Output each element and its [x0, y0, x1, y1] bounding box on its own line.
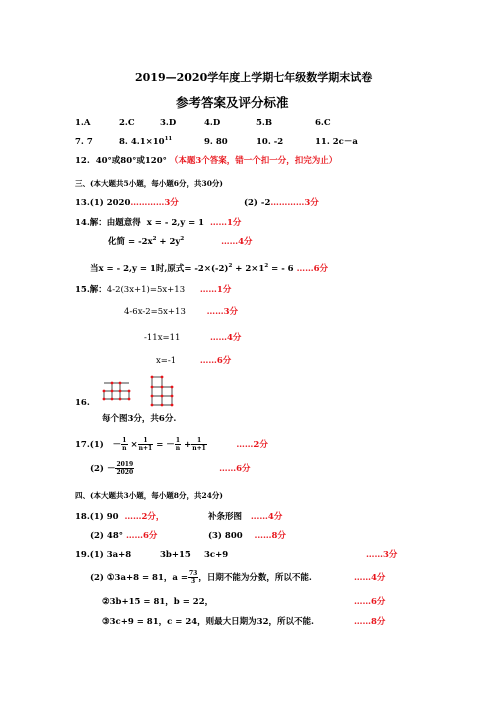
q12-note: （本题3个答案，错一个扣一分，扣完为止） [169, 156, 338, 166]
q1: 1.A [75, 118, 91, 128]
q10: 10. -2 [256, 137, 284, 147]
fraction: $\frac{1}{n+1}$ [138, 437, 153, 452]
fraction: $\frac{1}{n}$ [122, 437, 127, 452]
page-subtitle: 参考答案及评分标准 [176, 95, 289, 110]
page-title: 2019—2020学年度上学期七年级数学期末试卷 [135, 71, 373, 84]
q19-line2: (2) ①3a+8 = 81，a = $\frac{73}{3}$ ，日期不能为分数，所以不能. [90, 570, 312, 585]
q14-line1: 14.解：由题意得 x = - 2,y = 1 ……1分 [75, 218, 242, 228]
q15-line4: x=-1 ……6分 [156, 356, 232, 366]
q15-line1: 15.解：4-2(3x+1)=5x+13 ……1分 [75, 285, 232, 295]
q5: 5.B [256, 118, 273, 128]
q18-part3: (3) 800 ……8分 [208, 531, 286, 541]
q19-b: 3b+15 [160, 550, 191, 560]
q12: 12. 40°或80°或120° （本题3个答案，错一个扣一分，扣完为止） [75, 156, 338, 166]
section4-heading: 四、(本大题共3小题，每小题8分，共24分) [75, 491, 223, 500]
q16-number: 16. [75, 398, 90, 408]
q19-score2: ……4分 [354, 573, 386, 583]
q19-line1: 19.(1) 3a+8 [75, 550, 132, 560]
fraction: $\frac{2019}{2020}$ [116, 461, 134, 476]
choice-row-1 [75, 118, 90, 129]
fraction: $\frac{1}{n+1}$ [192, 437, 206, 452]
q6: 6.C [315, 118, 331, 128]
q15-line3: -11x=11 ……4分 [144, 333, 242, 343]
q8: 8. $4.1\times 10^{11}$ [119, 136, 173, 147]
q11: 11. 2c－a [315, 137, 358, 147]
q19-line4: ③3c+9 = 81，c = 24，则最大日期为32，所以不能. [102, 617, 314, 627]
q17-part2: (2) － $\frac{2019}{2020}$ ……6分 [90, 461, 251, 476]
q15-line2: 4-6x-2=5x+13 ……3分 [124, 307, 239, 317]
fraction: $\frac{1}{n}$ [175, 437, 181, 452]
q9: 9. 80 [204, 137, 228, 147]
q19-score4: ……8分 [354, 617, 386, 627]
q19-score1: ……3分 [366, 550, 398, 560]
q13-part2: (2) -2…………3分 [244, 198, 319, 208]
q18-line2: (2) 48° ……6分 [90, 531, 158, 541]
q13: 13.(1) 2020…………3分 [75, 198, 179, 208]
q7: 7. 7 [75, 137, 93, 147]
fraction: $\frac{73}{3}$ [188, 570, 198, 585]
q19-c: 3c+9 [204, 550, 229, 560]
q17-part1: 17.(1) － $\frac{1}{n}$ × $\frac{1}{n+1}$ = － $\frac{1}{n}$ + $\frac{1}{n+1}$ ……2分 [75, 437, 268, 452]
q14-line3: 当x = - 2,y = 1时,原式= $-2\times(-2)^2 + 2\times 1^2$ = - 6 ……6分 [90, 263, 328, 274]
section3-heading: 三、(本大题共5小题，每小题6分，共30分) [75, 179, 223, 188]
q3: 3.D [160, 118, 177, 128]
q16-figures [102, 375, 182, 407]
q16-figure-2 [152, 377, 172, 405]
q2: 2.C [119, 118, 135, 128]
q4: 4.D [204, 118, 221, 128]
q19-score3: ……6分 [354, 597, 386, 607]
q16-figure-1 [104, 383, 129, 399]
q16-note: 每个图3分，共6分. [102, 414, 177, 424]
q18-line1: 18.(1) 90 ……2分， [75, 512, 165, 522]
q18-fill: 补条形图 ……4分 [208, 512, 283, 522]
q19-line3: ②3b+15 = 81，b = 22， [102, 597, 214, 607]
q14-line2: 化简 = $-2x^2 + 2y^2$ ……4分 [108, 236, 253, 247]
